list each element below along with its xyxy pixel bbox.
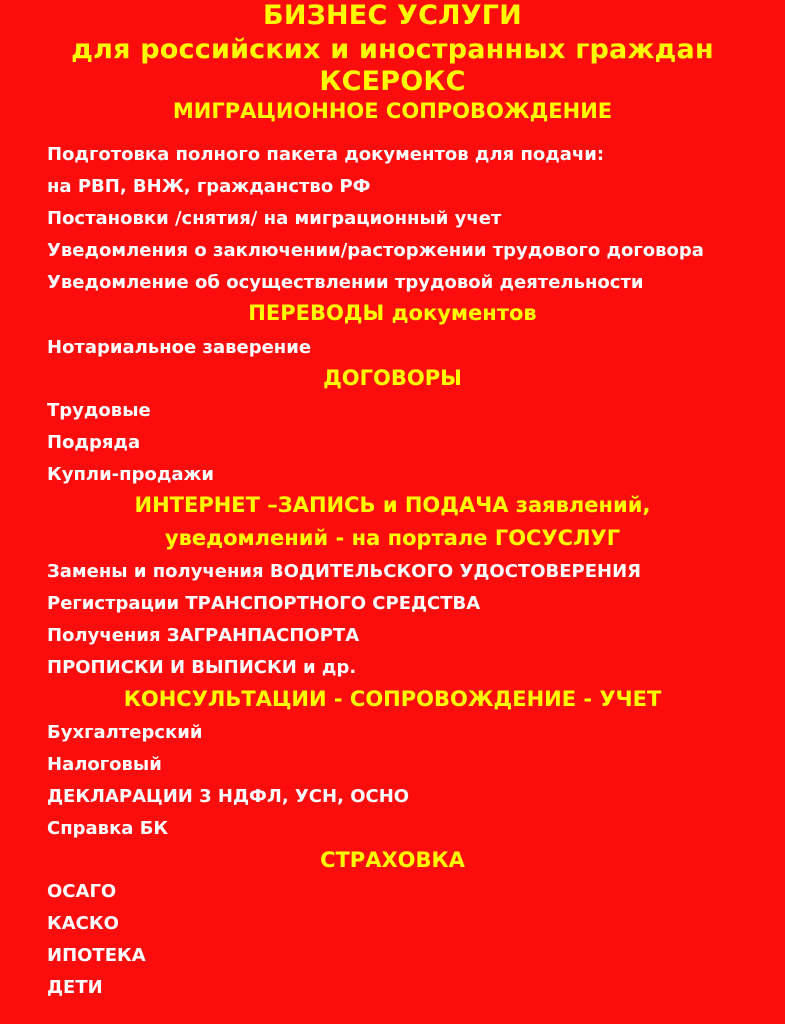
migration-heading: МИГРАЦИОННОЕ СОПРОВОЖДЕНИЕ xyxy=(172,99,613,123)
internet-item: Регистрации ТРАНСПОРТНОГО СРЕДСТВА xyxy=(47,593,481,614)
internet-item: Замены и получения ВОДИТЕЛЬСКОГО УДОСТОВЕРЕНИЯ xyxy=(47,561,641,582)
insurance-item: ИПОТЕКА xyxy=(47,945,146,966)
consulting-item: Справка БК xyxy=(47,818,169,839)
insurance-item: ДЕТИ xyxy=(47,977,103,998)
insurance-item: КАСКО xyxy=(47,913,119,934)
internet-item: Получения ЗАГРАНПАСПОРТА xyxy=(47,625,360,646)
poster-subtitle: для российских и иностранных граждан xyxy=(71,34,714,65)
xerox-heading: КСЕРОКС xyxy=(319,66,466,97)
migration-item: Подготовка полного пакета документов для подачи: xyxy=(47,144,605,165)
insurance-heading: СТРАХОВКА xyxy=(320,848,465,872)
insurance-item: ОСАГО xyxy=(47,881,117,902)
translations-item: Нотариальное заверение xyxy=(47,337,312,358)
internet-heading-line2: уведомлений - на портале ГОСУСЛУГ xyxy=(164,526,621,550)
consulting-item: ДЕКЛАРАЦИИ 3 НДФЛ, УСН, ОСНО xyxy=(47,786,410,807)
migration-item: Постановки /снятия/ на миграционный учет xyxy=(47,208,502,229)
contracts-heading: ДОГОВОРЫ xyxy=(323,366,462,390)
migration-item: на РВП, ВНЖ, гражданство РФ xyxy=(47,176,371,197)
migration-item: Уведомление об осуществлении трудовой деятельности xyxy=(47,272,644,293)
consulting-item: Налоговый xyxy=(47,754,162,775)
migration-item: Уведомления о заключении/расторжении трудового договора xyxy=(47,240,704,261)
internet-item: ПРОПИСКИ И ВЫПИСКИ и др. xyxy=(47,657,357,678)
contracts-item: Подряда xyxy=(47,432,141,453)
contracts-item: Купли-продажи xyxy=(47,464,215,485)
consulting-item: Бухгалтерский xyxy=(47,722,203,743)
consulting-heading: КОНСУЛЬТАЦИИ - СОПРОВОЖДЕНИЕ - УЧЕТ xyxy=(123,687,662,711)
contracts-item: Трудовые xyxy=(47,400,151,421)
translations-heading: ПЕРЕВОДЫ документов xyxy=(248,301,537,325)
internet-heading-line1: ИНТЕРНЕТ –ЗАПИСЬ и ПОДАЧА заявлений, xyxy=(134,493,651,517)
poster-title: БИЗНЕС УСЛУГИ xyxy=(263,0,522,31)
